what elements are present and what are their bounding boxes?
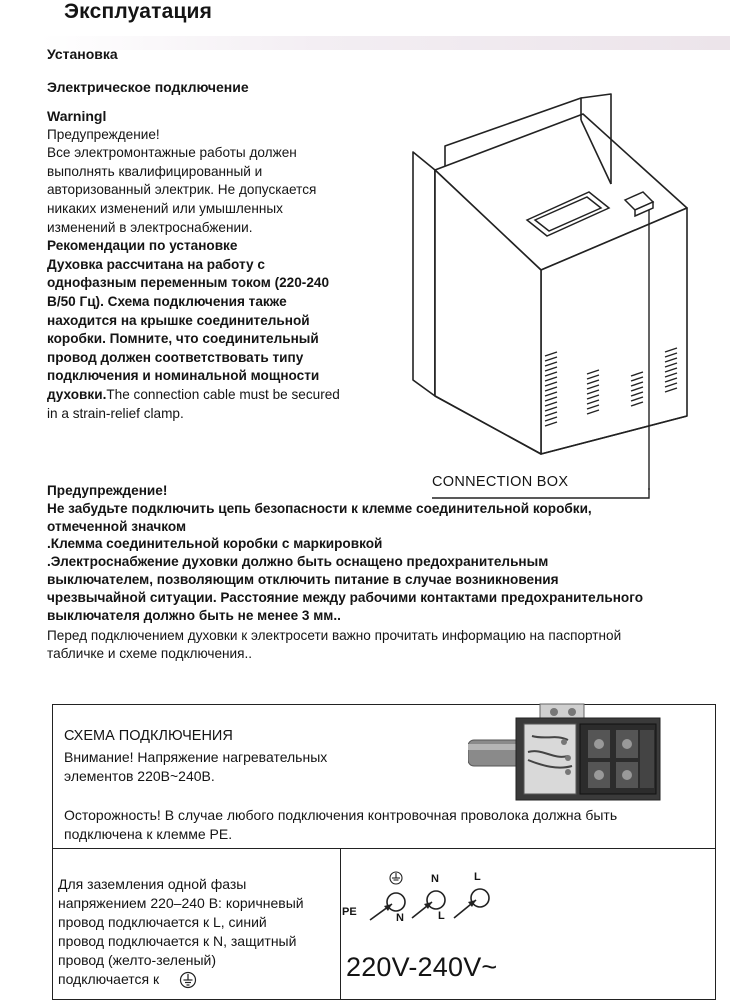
scheme-divider [52, 848, 716, 849]
voltage-label: 220V-240V~ [346, 952, 498, 982]
terminal-block-photo [468, 700, 668, 810]
warning-line: авторизованный электрик. Не допускается [47, 182, 317, 198]
warning-line: выполнять квалифицированный и [47, 163, 263, 179]
ground-line: подключается к [58, 971, 160, 987]
ground-line: провод подключается к N, защитный [58, 933, 297, 949]
terminal-label-l-bottom: L [438, 910, 445, 922]
warning-line: никаких изменений или умышленных [47, 200, 283, 216]
recommendation-line: коробки. Помните, что соединительный [47, 331, 319, 347]
recommendation-line: находится на крышке соединительной [47, 312, 310, 328]
page-title: Эксплуатация [64, 0, 213, 23]
warning2-line: .Электроснабжение духовки должно быть оснащено предохранительным [47, 554, 549, 570]
wiring-diagram [350, 862, 510, 932]
warning2-note-line: табличке и схеме подключения.. [47, 646, 253, 662]
recommendation-line-mixed [47, 386, 407, 405]
warning-block [47, 107, 407, 423]
recommendation-line: подключения и номинальной мощности [47, 368, 320, 384]
ground-line: провод подключается к L, синий [58, 914, 267, 930]
warning2-line: Не забудьте подключить цепь безопасности к клемме соединительной коробки, [47, 500, 592, 516]
scheme-caution-line: Осторожность! В случае любого подключения контровочная проволока должна быть [64, 807, 618, 823]
terminal-label-l-top: L [474, 871, 481, 883]
recommendation-line: провод должен соответствовать типу [47, 349, 304, 365]
recommendation-line: однофазным переменным током (220-240 [47, 275, 330, 291]
recommendation-end-line: in a strain-relief clamp. [47, 405, 184, 421]
warning2-line: выключателем, позволяющим отключить питание в случае возникновения [47, 571, 559, 587]
warning2-line: .Клемма соединительной коробки с маркировкой [47, 536, 383, 552]
recommendation-normal-part: The connection cable must be secured [106, 386, 340, 402]
ground-line: провод (желто-зеленый) [58, 952, 217, 968]
warning-line: изменений в электроснабжении. [47, 219, 253, 235]
oven-illustration [405, 90, 725, 490]
terminal-label-n-bottom: N [396, 912, 404, 924]
warning2-line: отмеченной значком [47, 518, 187, 534]
ground-line: Для заземления одной фазы [58, 876, 247, 892]
warning2-line: выключателя должно быть не менее 3 мм.. [47, 607, 341, 623]
scheme-column-divider [340, 848, 341, 1000]
scheme-title: СХЕМА ПОДКЛЮЧЕНИЯ [64, 728, 233, 744]
scheme-attention-line: Внимание! Напряжение нагревательных [64, 749, 328, 765]
warning-line: Все электромонтажные работы должен [47, 145, 297, 161]
warning-heading-en: Warningl [47, 108, 107, 124]
scheme-attention-line: элементов 220В~240В. [64, 768, 215, 784]
ground-line: напряжением 220–240 В: коричневый [58, 895, 304, 911]
connection-box-label: CONNECTION BOX [432, 474, 569, 490]
recommendation-line: В/50 Гц). Схема подключения также [47, 293, 287, 309]
recommendation-bold-part: духовки. [47, 386, 107, 402]
recommendations-heading: Рекомендации по установке [47, 238, 238, 254]
terminal-label-pe: PE [342, 906, 357, 918]
terminal-label-n-top: N [431, 873, 439, 885]
ground-symbol-icon [179, 971, 197, 989]
recommendation-line: Духовка рассчитана на работу с [47, 256, 265, 272]
warning2-heading: Предупреждение! [47, 483, 168, 498]
scheme-caution-line: подключена к клемме PE. [64, 826, 233, 842]
warning-block-2 [47, 482, 733, 663]
warning2-note-line: Перед подключением духовки к электросети важно прочитать информацию на паспортной [47, 628, 622, 644]
section-heading-electrical: Электрическое подключение [47, 79, 249, 95]
section-heading-install: Установка [47, 46, 118, 62]
warning-heading-ru: Предупреждение! [47, 126, 160, 142]
warning2-line: чрезвычайной ситуации. Расстояние между рабочими контактами предохранительного [47, 589, 644, 605]
title-underline-bar [40, 36, 730, 50]
